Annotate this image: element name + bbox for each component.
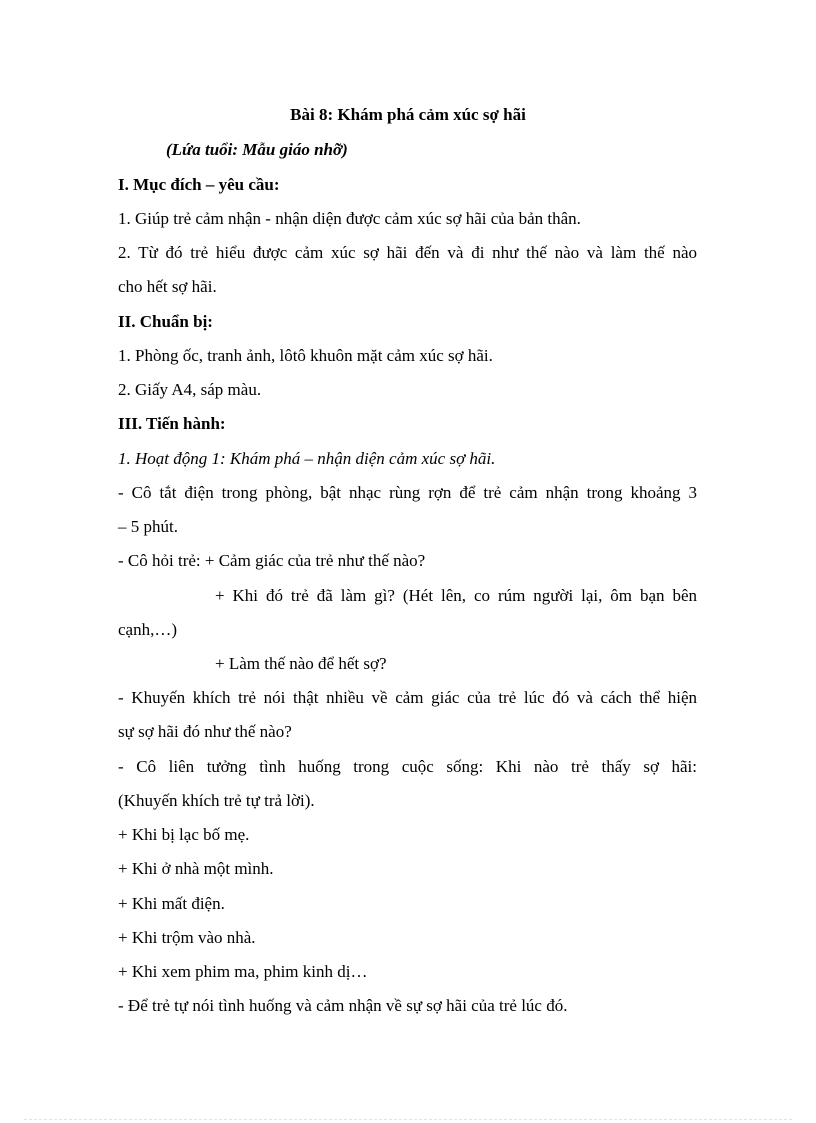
paragraph: (Khuyến khích trẻ tự trả lời).: [118, 791, 315, 810]
paragraph: cạnh,…): [118, 620, 178, 639]
section-heading-preparation: II. Chuẩn bị:: [118, 312, 213, 331]
section-heading-purpose: I. Mục đích – yêu cầu:: [118, 175, 280, 194]
paragraph: sự sợ hãi đó như thế nào?: [118, 722, 292, 741]
paragraph: - Cô liên tưởng tình huống trong cuộc sống: Khi nào trẻ thấy sợ hãi:: [118, 757, 697, 776]
paragraph: 1. Giúp trẻ cảm nhận - nhận diện được cảm xúc sợ hãi của bản thân.: [118, 209, 581, 228]
page-subtitle: (Lứa tuổi: Mẫu giáo nhỡ): [166, 140, 348, 159]
paragraph: + Khi đó trẻ đã làm gì? (Hét lên, co rúm người lại, ôm bạn bên: [215, 586, 697, 605]
paragraph: - Khuyến khích trẻ nói thật nhiều về cảm giác của trẻ lúc đó và cách thể hiện: [118, 688, 697, 707]
paragraph: - Cô tắt điện trong phòng, bật nhạc rùng rợn để trẻ cảm nhận trong khoảng 3: [118, 483, 697, 502]
page-title: Bài 8: Khám phá cảm xúc sợ hãi: [290, 105, 526, 124]
paragraph: 2. Giấy A4, sáp màu.: [118, 380, 262, 399]
paragraph: – 5 phút.: [118, 517, 178, 536]
section-heading-procedure: III. Tiến hành:: [118, 414, 226, 433]
paragraph: 1. Phòng ốc, tranh ảnh, lôtô khuôn mặt cảm xúc sợ hãi.: [118, 346, 493, 365]
paragraph: 2. Từ đó trẻ hiểu được cảm xúc sợ hãi đến và đi như thế nào và làm thế nào: [118, 243, 697, 262]
list-item: + Khi bị lạc bố mẹ.: [118, 825, 250, 844]
paragraph: + Làm thế nào để hết sợ?: [215, 654, 387, 673]
list-item: + Khi trộm vào nhà.: [118, 928, 256, 947]
list-item: + Khi mất điện.: [118, 894, 225, 913]
list-item: + Khi ở nhà một mình.: [118, 859, 274, 878]
paragraph: cho hết sợ hãi.: [118, 277, 217, 296]
list-item: + Khi xem phim ma, phim kinh dị…: [118, 962, 368, 981]
activity-heading: 1. Hoạt động 1: Khám phá – nhận diện cảm xúc sợ hãi.: [118, 449, 496, 468]
page-bottom-rule: [24, 1119, 792, 1120]
paragraph: - Để trẻ tự nói tình huống và cảm nhận về sự sợ hãi của trẻ lúc đó.: [118, 996, 568, 1015]
paragraph: - Cô hỏi trẻ: + Cảm giác của trẻ như thế nào?: [118, 551, 426, 570]
